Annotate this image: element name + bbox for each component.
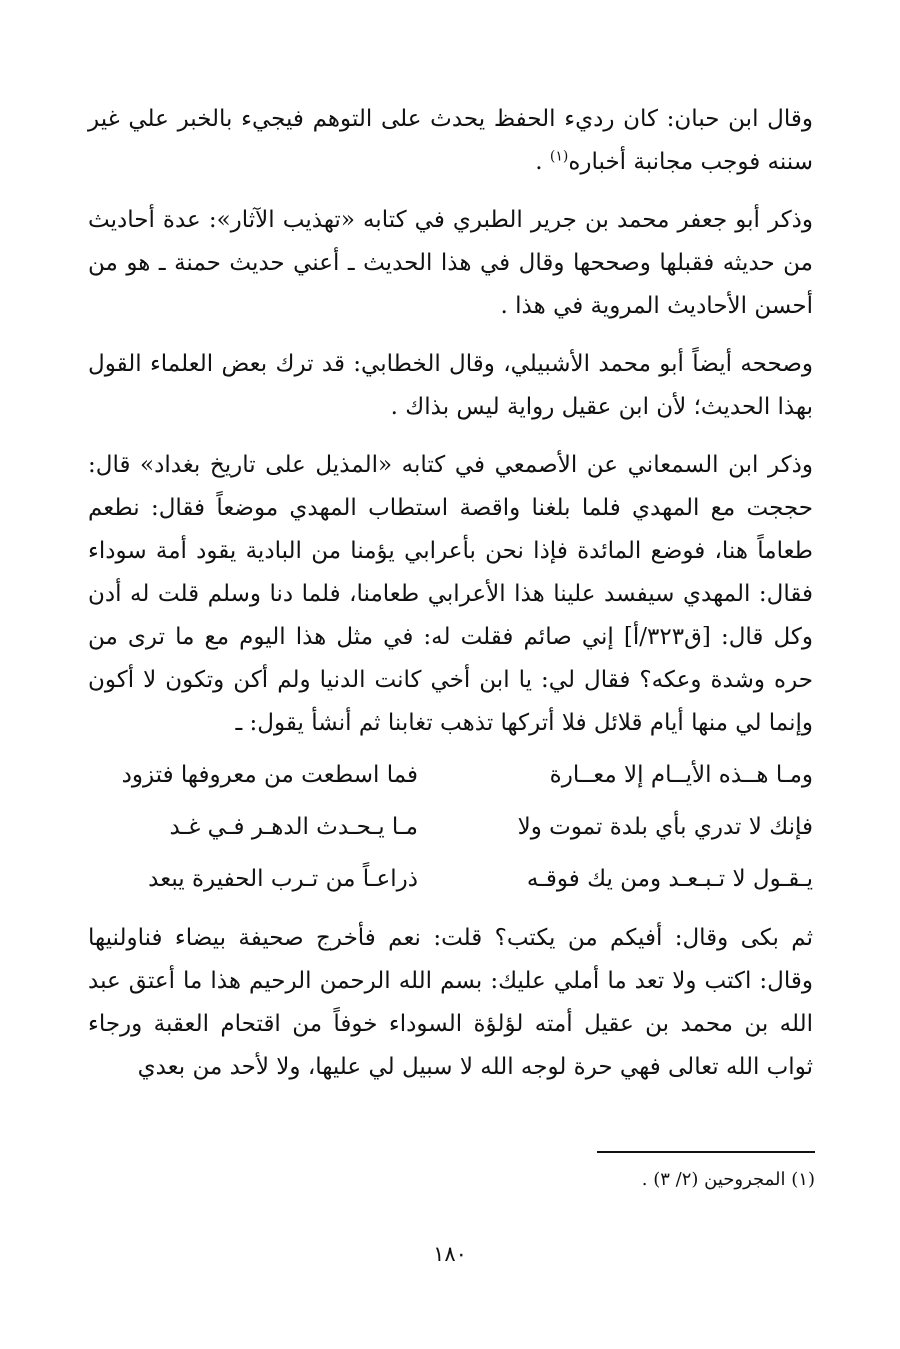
- paragraph: [88, 444, 813, 745]
- page-number: ١٨٠: [433, 1242, 467, 1266]
- paragraph-text: وذكر ابن السمعاني عن الأصمعي في كتابه «المذيل على تاريخ بغداد» قال: حججت مع المهدي فلما بلغنا واقصة استطاب المهدي موضعاً فقال: نطعم طعاماً هنا، فوضع المائدة فإذا نحن بأعرابي يؤمنا من البادية يقود أمة سوداء فقال: المهدي سيفسد علينا هذا الأعرابي طعامنا، فلما دنا وسلم قلت له أدن وكل قال: [ق٣٢٣/أ] إني صائم فقلت له: في مثل هذا اليوم مع ما ترى من حره وشدة وعكه؟ فقال لي: يا ابن أخي كانت الدنيا ولم أكن وتكون لا أكون وإنما لي منها أيام قلائل فلا أتركها تذهب تغابنا ثم أنشأ يقول: ـ: [88, 452, 813, 736]
- verse-line: [88, 749, 813, 801]
- verse-second-hemistich: ذراعـاً من تـرب الحفيرة يبعد: [148, 866, 418, 892]
- footnote-reference: (١): [549, 148, 569, 165]
- paragraph-text: وذكر أبو جعفر محمد بن جرير الطبري في كتابه «تهذيب الآثار»: عدة أحاديث من حديثه فقبلها وصححها وقال في هذا الحديث ـ أعني حديث حمنة ـ هو من أحسن الأحاديث المروية في هذا .: [88, 207, 813, 319]
- main-text: [88, 98, 813, 1104]
- paragraph-text: .: [535, 149, 550, 175]
- verse-first-hemistich: يـقـول لا تـبـعـد ومن يك فوقـه: [526, 866, 813, 892]
- verse-line: [88, 801, 813, 853]
- footnote: (١) المجروحين (٢/ ٣) .: [641, 1169, 815, 1190]
- paragraph-text: وقال ابن حبان: كان رديء الحفظ يحدث على التوهم فيجيء بالخبر علي غير سننه فوجب مجانبة أخباره: [88, 106, 813, 175]
- paragraph: [88, 917, 813, 1089]
- verse-first-hemistich: ومـا هــذه الأيــام إلا معــارة: [549, 762, 813, 788]
- paragraph: [88, 199, 813, 328]
- verse-second-hemistich: مـا يـحـدث الدهـر فـي غـد: [169, 814, 418, 840]
- paragraph-text: وصححه أيضاً أبو محمد الأشبيلي، وقال الخطابي: قد ترك بعض العلماء القول بهذا الحديث؛ لأن ابن عقيل رواية ليس بذاك .: [88, 351, 813, 420]
- paragraph-text: ثم بكى وقال: أفيكم من يكتب؟ قلت: نعم فأخرج صحيفة بيضاء فناولنيها وقال: اكتب ولا تعد ما أملي عليك: بسم الله الرحمن الرحيم هذا ما أعتق عبد الله بن محمد بن عقيل أمته لؤلؤة السوداء خوفاً من اقتحام العقبة ورجاء ثواب الله تعالى فهي حرة لوجه الله لا سبيل لي عليها، ولا لأحد من بعدي: [88, 925, 813, 1080]
- verse-line: [88, 853, 813, 905]
- paragraph: [88, 343, 813, 429]
- paragraph: [88, 98, 813, 184]
- footnote-divider: [597, 1151, 815, 1153]
- verse-first-hemistich: فإنك لا تدري بأي بلدة تموت ولا: [517, 814, 813, 840]
- poem-verses: [88, 749, 813, 905]
- verse-second-hemistich: فما اسطعت من معروفها فتزود: [121, 762, 418, 788]
